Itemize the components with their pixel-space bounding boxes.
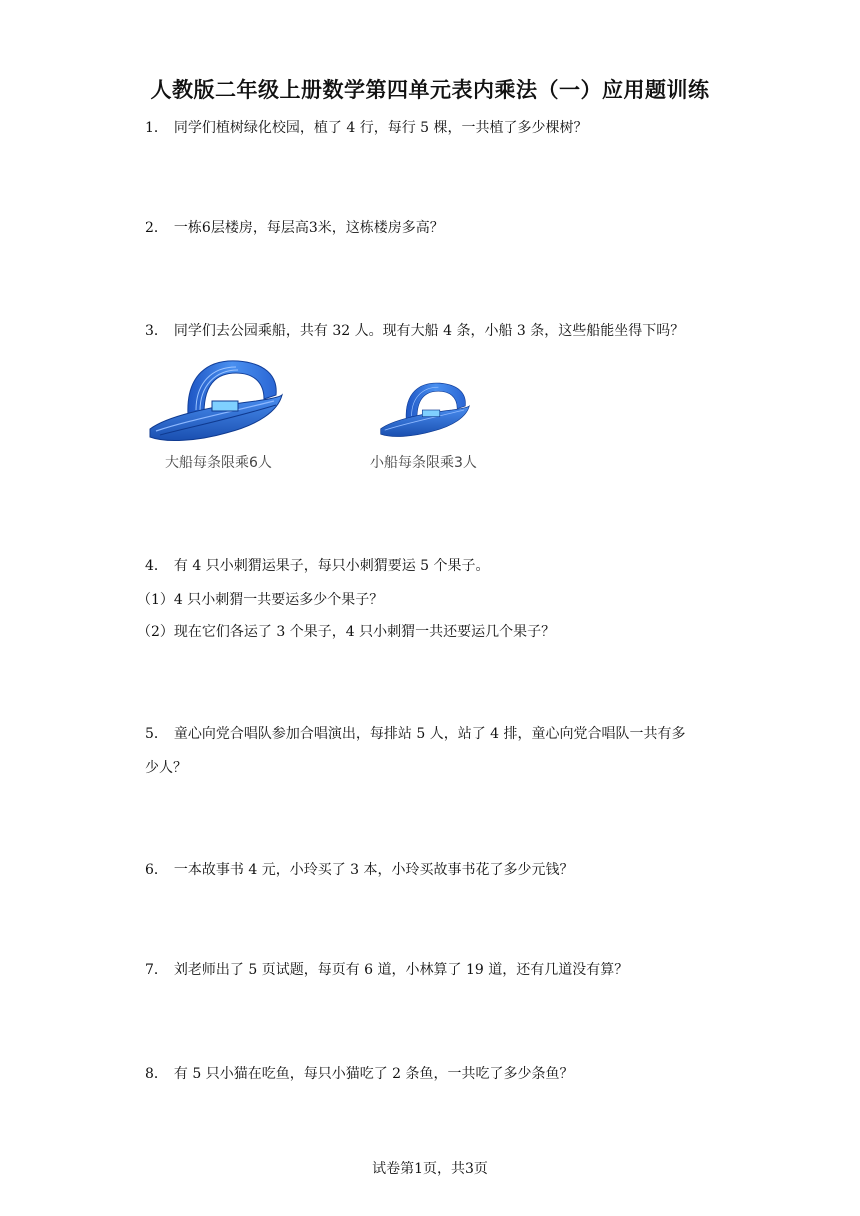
big-boat-image	[146, 355, 286, 447]
question-5-continued: 少人？	[145, 760, 187, 776]
question-text: 同学们去公园乘船，共有 32 人。现有大船 4 条，小船 3 条，这些船能坐得下吗？	[173, 323, 685, 339]
question-7	[145, 960, 628, 980]
question-4	[145, 556, 490, 576]
question-text: 有 5 只小猫在吃鱼，每只小猫吃了 2 条鱼，一共吃了多少条鱼？	[173, 1066, 574, 1082]
question-number: 5．	[145, 726, 168, 742]
question-number: 3．	[145, 323, 168, 339]
question-4-sub-1: （1）4 只小刺猬一共要运多少个果子？	[137, 592, 384, 608]
question-number: 6．	[145, 862, 168, 878]
small-boat-image	[378, 378, 472, 442]
question-5	[145, 724, 686, 744]
question-text: 刘老师出了 5 页试题，每页有 6 道，小林算了 19 道，还有几道没有算？	[173, 962, 629, 978]
question-text: 有 4 只小刺猬运果子，每只小刺猬要运 5 个果子。	[173, 558, 490, 574]
page-footer: 试卷第1页，共3页	[372, 1161, 488, 1177]
big-boat-caption: 大船每条限乘6人	[165, 455, 272, 471]
question-1	[145, 118, 588, 138]
question-2	[145, 218, 444, 238]
question-number: 7．	[145, 962, 168, 978]
question-number: 8．	[145, 1066, 168, 1082]
question-3	[145, 321, 684, 341]
boat-icon	[146, 355, 286, 447]
question-text: 同学们植树绿化校园，植了 4 行，每行 5 棵，一共植了多少棵树？	[173, 120, 588, 136]
question-number: 4．	[145, 558, 168, 574]
question-4-sub-2: （2）现在它们各运了 3 个果子，4 只小刺猬一共还要运几个果子？	[137, 624, 556, 640]
question-number: 2．	[145, 220, 168, 236]
question-text: 一本故事书 4 元，小玲买了 3 本，小玲买故事书花了多少元钱？	[173, 862, 574, 878]
small-boat-caption: 小船每条限乘3人	[370, 455, 477, 471]
question-6	[145, 860, 574, 880]
boat-icon	[378, 378, 472, 442]
question-text: 一栋6层楼房，每层高3米，这栋楼房多高？	[173, 220, 444, 236]
question-number: 1．	[145, 120, 168, 136]
page-title: 人教版二年级上册数学第四单元表内乘法（一）应用题训练	[150, 78, 710, 102]
question-text: 童心向党合唱队参加合唱演出，每排站 5 人，站了 4 排，童心向党合唱队一共有多	[173, 726, 686, 742]
question-8	[145, 1064, 574, 1084]
